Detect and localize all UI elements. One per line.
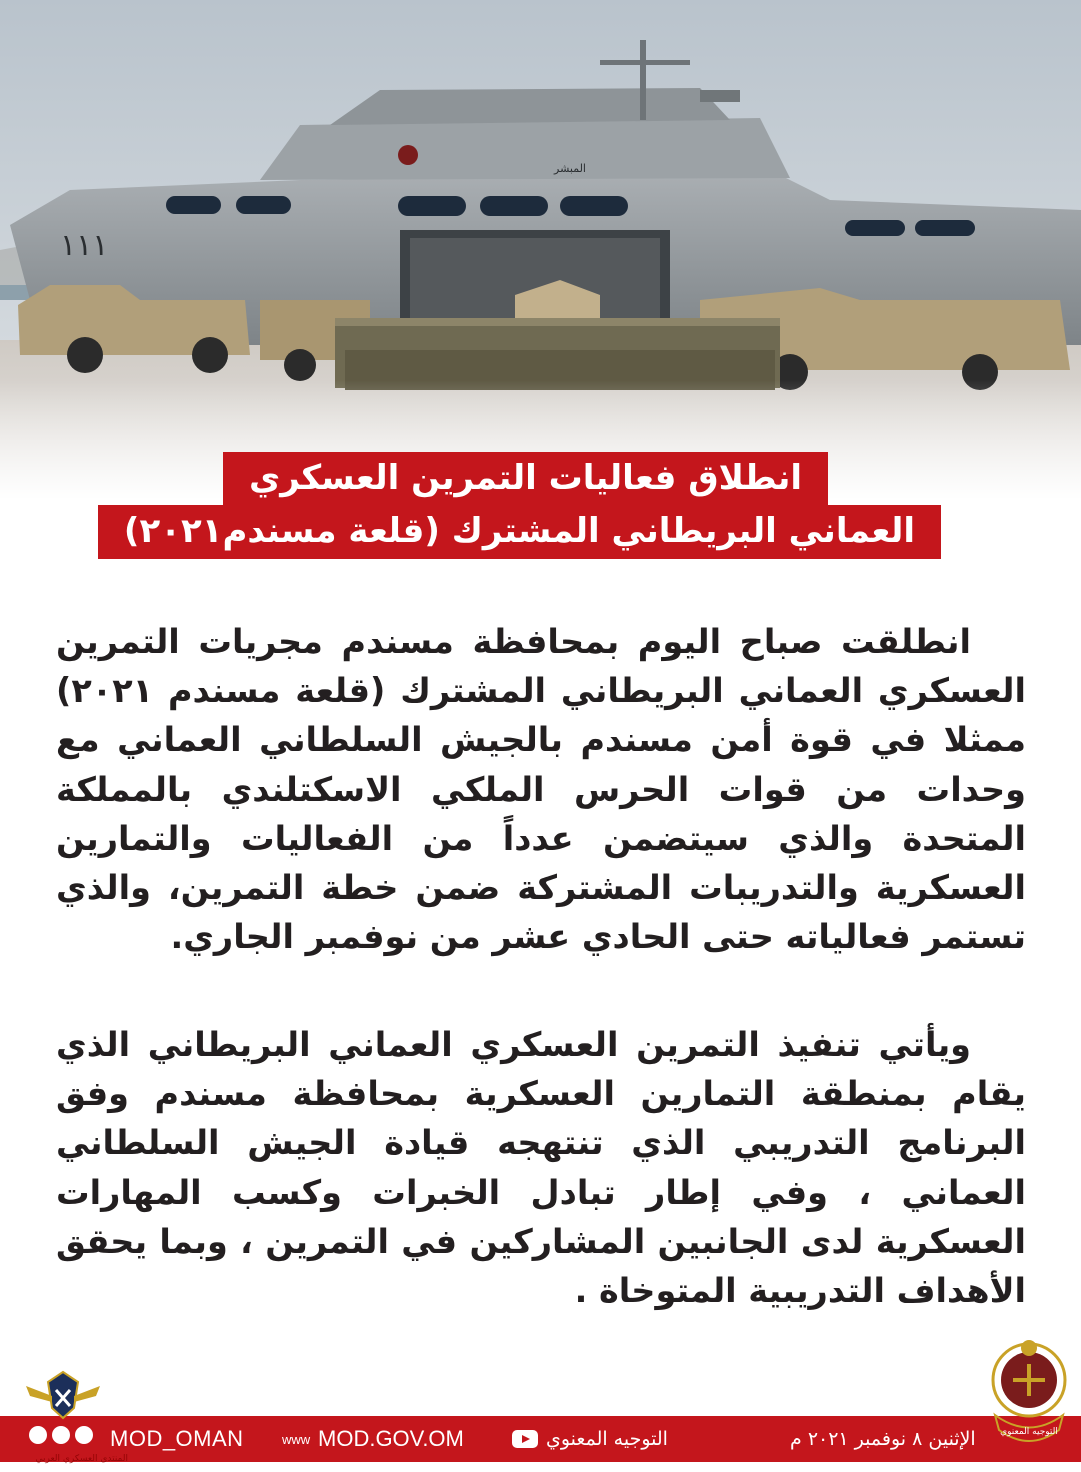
svg-text:التوجيه المعنوي: التوجيه المعنوي xyxy=(1000,1427,1058,1437)
hero-photo xyxy=(0,0,1081,500)
paragraph-2-text: ويأتي تنفيذ التمرين العسكري العماني البريطاني الذي يقام بمنطقة التمارين العسكرية بمحافظة مسندم وفق البرنامج التدريبي الذي تنتهجه قيادة الجيش السلطاني العماني ، وفي إطار تبادل الخبرات وكسب المهارات العسكرية لدى الجانبين المشاركين في التمرين ، وبما يحقق الأهداف التدريبية المتوخاة . xyxy=(56,1025,1026,1311)
headline-line-2: العماني البريطاني المشترك (قلعة مسندم٢٠٢١) xyxy=(98,505,941,559)
watermark: المنتدى العسكري العربي xyxy=(35,1454,128,1464)
twitter-icon xyxy=(29,1426,47,1444)
article-paragraph-1 xyxy=(56,617,1026,961)
website-link[interactable]: MOD.GOV.OM xyxy=(318,1426,464,1451)
social-handle-link[interactable]: MOD_OMAN xyxy=(110,1426,244,1451)
wing-logo xyxy=(26,1368,100,1428)
paragraph-1-text: انطلقت صباح اليوم بمحافظة مسندم مجريات التمرين العسكري العماني البريطاني المشترك (قلعة مسندم ٢٠٢١) ممثلا في قوة أمن مسندم بالجيش السلطاني العماني مع وحدات من قوات الحرس الملكي الاسكتلندي بالمملكة المتحدة والذي سيتضمن عدداً من الفعاليات والتمارين العسكرية والتدريبات المشتركة ضمن خطة التمرين، والذي تستمر فعالياته حتى الحادي عشر من نوفمبر الجاري. xyxy=(56,622,1026,957)
instagram-icon xyxy=(52,1426,70,1444)
www-label: www xyxy=(282,1432,311,1447)
svg-text:المبشر: المبشر xyxy=(554,162,586,175)
headline-line-1: انطلاق فعاليات التمرين العسكري xyxy=(223,452,828,506)
article-paragraph-2 xyxy=(56,1020,1026,1315)
soldiers-group xyxy=(335,318,780,390)
facebook-icon xyxy=(75,1426,93,1444)
ministry-emblem xyxy=(985,1330,1073,1465)
youtube-icon[interactable] xyxy=(512,1430,538,1448)
publish-date: الإثنين ٨ نوفمبر ٢٠٢١ م xyxy=(790,1428,976,1450)
svg-text:١١١: ١١١ xyxy=(60,228,109,263)
channel-name[interactable]: التوجيه المعنوي xyxy=(546,1428,668,1450)
